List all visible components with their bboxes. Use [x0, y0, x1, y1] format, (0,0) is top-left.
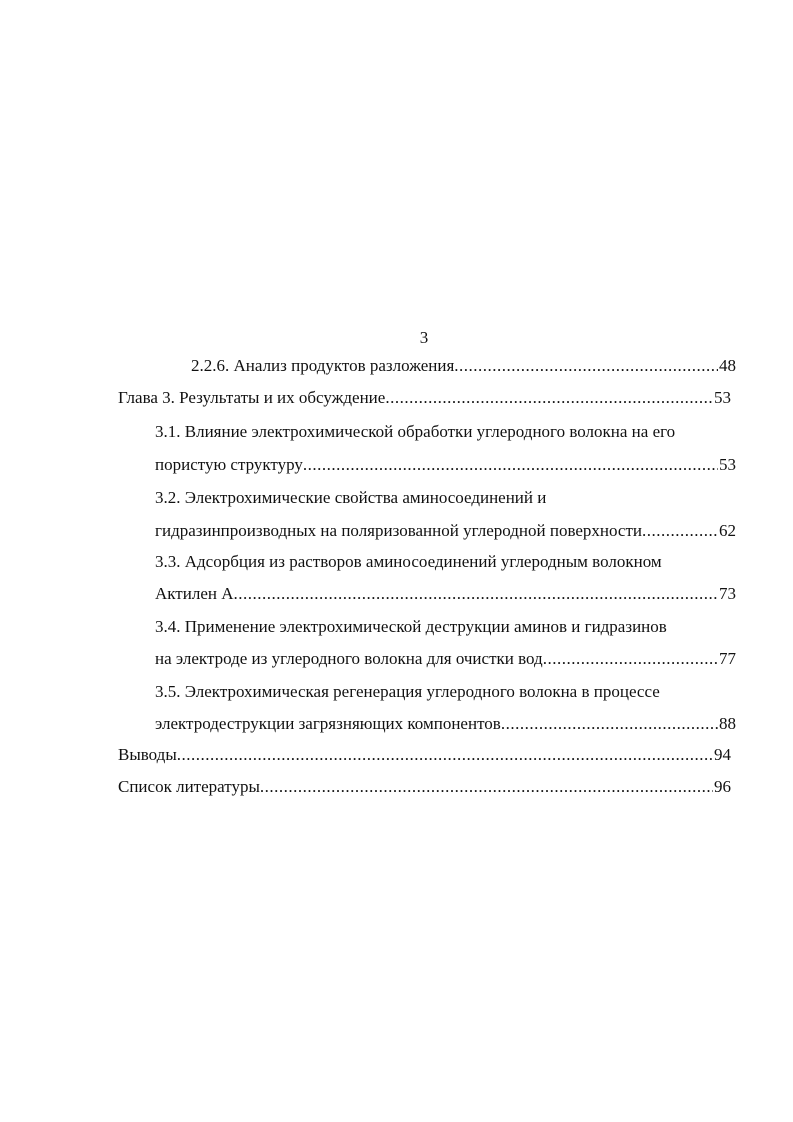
toc-entry-title: 3.2. Электрохимические свойства аминосоединений и — [155, 488, 547, 507]
dot-leader — [642, 520, 718, 542]
toc-entry-title: 3.5. Электрохимическая регенерация углеродного волокна в процессе — [155, 682, 660, 701]
toc-entry-title: Выводы — [118, 745, 177, 764]
toc-entry-title: 2.2.6. Анализ продуктов разложения — [191, 356, 455, 375]
toc-entry-3-3-line-2[interactable] — [155, 583, 736, 605]
toc-entry-page: 77 — [719, 649, 736, 668]
toc-entry-chapter-3[interactable] — [118, 387, 731, 409]
toc-entry-title: пористую структуру — [155, 455, 303, 474]
dot-leader — [543, 648, 718, 670]
dot-leader — [501, 713, 718, 735]
toc-entry-title: 3.3. Адсорбция из растворов аминосоединений углеродным волокном — [155, 552, 662, 571]
toc-entry-3-2-line-1[interactable] — [155, 487, 546, 509]
toc-entry-title: гидразинпроизводных на поляризованной углеродной поверхности — [155, 521, 643, 540]
dot-leader — [454, 355, 718, 377]
toc-entry-title: электродеструкции загрязняющих компонентов — [155, 714, 501, 733]
toc-entry-page: 96 — [714, 777, 731, 796]
dot-leader — [234, 583, 719, 605]
toc-entry-title: Список литературы — [118, 777, 260, 796]
toc-entry-page: 53 — [714, 388, 731, 407]
toc-entry-title: Глава 3. Результаты и их обсуждение — [118, 388, 386, 407]
dot-leader — [260, 776, 713, 798]
toc-entry-3-1-line-1[interactable] — [155, 421, 675, 443]
toc-entry-page: 48 — [719, 356, 736, 375]
dot-leader — [177, 744, 713, 766]
toc-entry-conclusions[interactable] — [118, 744, 731, 766]
toc-entry-3-4-line-2[interactable] — [155, 648, 736, 670]
toc-entry-page: 88 — [719, 714, 736, 733]
toc-entry-page: 73 — [719, 584, 736, 603]
dot-leader — [385, 387, 713, 409]
toc-entry-3-5-line-2[interactable] — [155, 713, 736, 735]
toc-entry-title: Актилен А — [155, 584, 234, 603]
toc-entry-title: на электроде из углеродного волокна для очистки вод — [155, 649, 543, 668]
toc-entry-3-1-line-2[interactable] — [155, 454, 736, 476]
toc-entry-references[interactable] — [118, 776, 731, 798]
dot-leader — [303, 454, 718, 476]
toc-entry-3-4-line-1[interactable] — [155, 616, 667, 638]
toc-entry-3-3-line-1[interactable] — [155, 551, 662, 573]
toc-entry-3-5-line-1[interactable] — [155, 681, 660, 703]
page-number: 3 — [419, 328, 429, 347]
toc-entry-page: 94 — [714, 745, 731, 764]
toc-entry-2-2-6[interactable] — [191, 355, 736, 377]
toc-entry-page: 53 — [719, 455, 736, 474]
toc-entry-3-2-line-2[interactable] — [155, 520, 736, 542]
toc-entry-title: 3.4. Применение электрохимической деструкции аминов и гидразинов — [155, 617, 667, 636]
toc-entry-title: 3.1. Влияние электрохимической обработки углеродного волокна на его — [155, 422, 676, 441]
toc-entry-page: 62 — [719, 521, 736, 540]
